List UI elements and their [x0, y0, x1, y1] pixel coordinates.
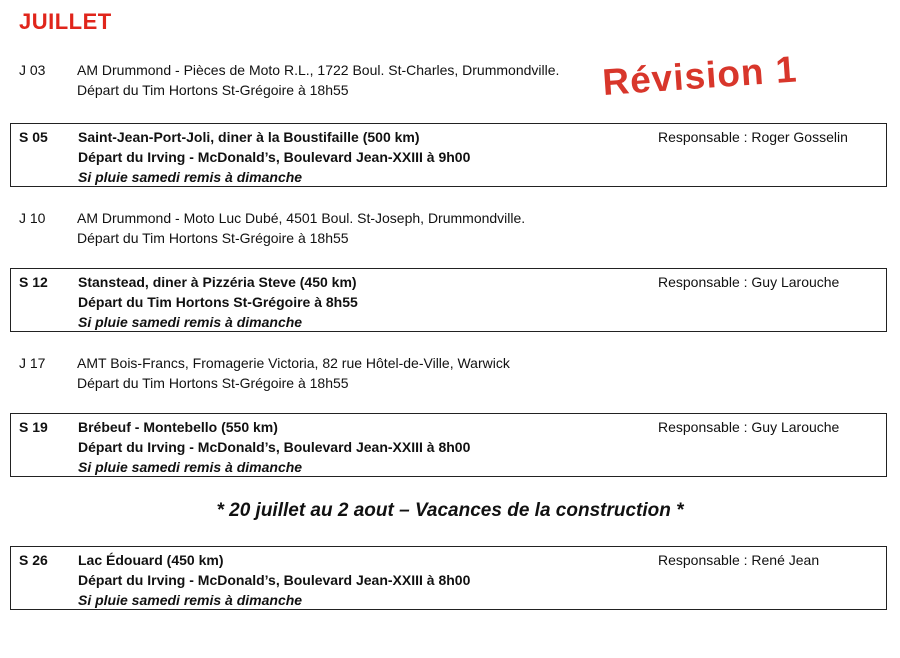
- ride-departure: Départ du Irving - McDonald’s, Boulevard Jean-XXIII à 8h00: [78, 572, 471, 588]
- ride-destination: Lac Édouard (450 km): [78, 552, 224, 568]
- event-day: J 17: [19, 355, 46, 371]
- thursday-event-row: [19, 353, 879, 397]
- rain-note: Si pluie samedi remis à dimanche: [78, 459, 303, 475]
- thursday-event-row: [19, 60, 879, 104]
- event-location: AMT Bois-Francs, Fromagerie Victoria, 82 rue Hôtel-de-Ville, Warwick: [77, 355, 510, 371]
- thursday-event-row: [19, 208, 879, 252]
- event-departure: Départ du Tim Hortons St-Grégoire à 18h55: [77, 82, 349, 98]
- event-departure: Départ du Tim Hortons St-Grégoire à 18h55: [77, 375, 349, 391]
- revision-stamp: Révision 1: [601, 48, 799, 104]
- ride-departure: Départ du Irving - McDonald’s, Boulevard Jean-XXIII à 9h00: [78, 149, 471, 165]
- rain-note: Si pluie samedi remis à dimanche: [78, 169, 303, 185]
- month-title: JUILLET: [19, 9, 112, 34]
- event-departure: Départ du Tim Hortons St-Grégoire à 18h55: [77, 230, 349, 246]
- rain-note: Si pluie samedi remis à dimanche: [78, 592, 303, 608]
- event-day: S 19: [19, 419, 48, 435]
- ride-responsable: Responsable : Guy Larouche: [658, 419, 840, 435]
- ride-departure: Départ du Tim Hortons St-Grégoire à 8h55: [78, 294, 358, 310]
- ride-responsable: Responsable : René Jean: [658, 552, 820, 568]
- ride-destination: Brébeuf - Montebello (550 km): [78, 419, 278, 435]
- event-day: S 26: [19, 552, 48, 568]
- event-location: AM Drummond - Pièces de Moto R.L., 1722 Boul. St-Charles, Drummondville.: [77, 62, 560, 78]
- event-day: J 10: [19, 210, 46, 226]
- ride-responsable: Responsable : Guy Larouche: [658, 274, 840, 290]
- saturday-ride-box: [10, 268, 887, 332]
- ride-destination: Saint-Jean-Port-Joli, diner à la Boustifaille (500 km): [78, 129, 420, 145]
- ride-destination: Stanstead, diner à Pizzéria Steve (450 km): [78, 274, 357, 290]
- saturday-ride-box: [10, 413, 887, 477]
- event-day: S 12: [19, 274, 48, 290]
- event-day: J 03: [19, 62, 46, 78]
- ride-departure: Départ du Irving - McDonald’s, Boulevard Jean-XXIII à 8h00: [78, 439, 471, 455]
- event-day: S 05: [19, 129, 48, 145]
- rain-note: Si pluie samedi remis à dimanche: [78, 314, 303, 330]
- saturday-ride-box: [10, 123, 887, 187]
- saturday-ride-box: [10, 546, 887, 610]
- event-location: AM Drummond - Moto Luc Dubé, 4501 Boul. St-Joseph, Drummondville.: [77, 210, 526, 226]
- vacation-notice: * 20 juillet au 2 aout – Vacances de la construction *: [216, 500, 684, 521]
- ride-responsable: Responsable : Roger Gosselin: [658, 129, 848, 145]
